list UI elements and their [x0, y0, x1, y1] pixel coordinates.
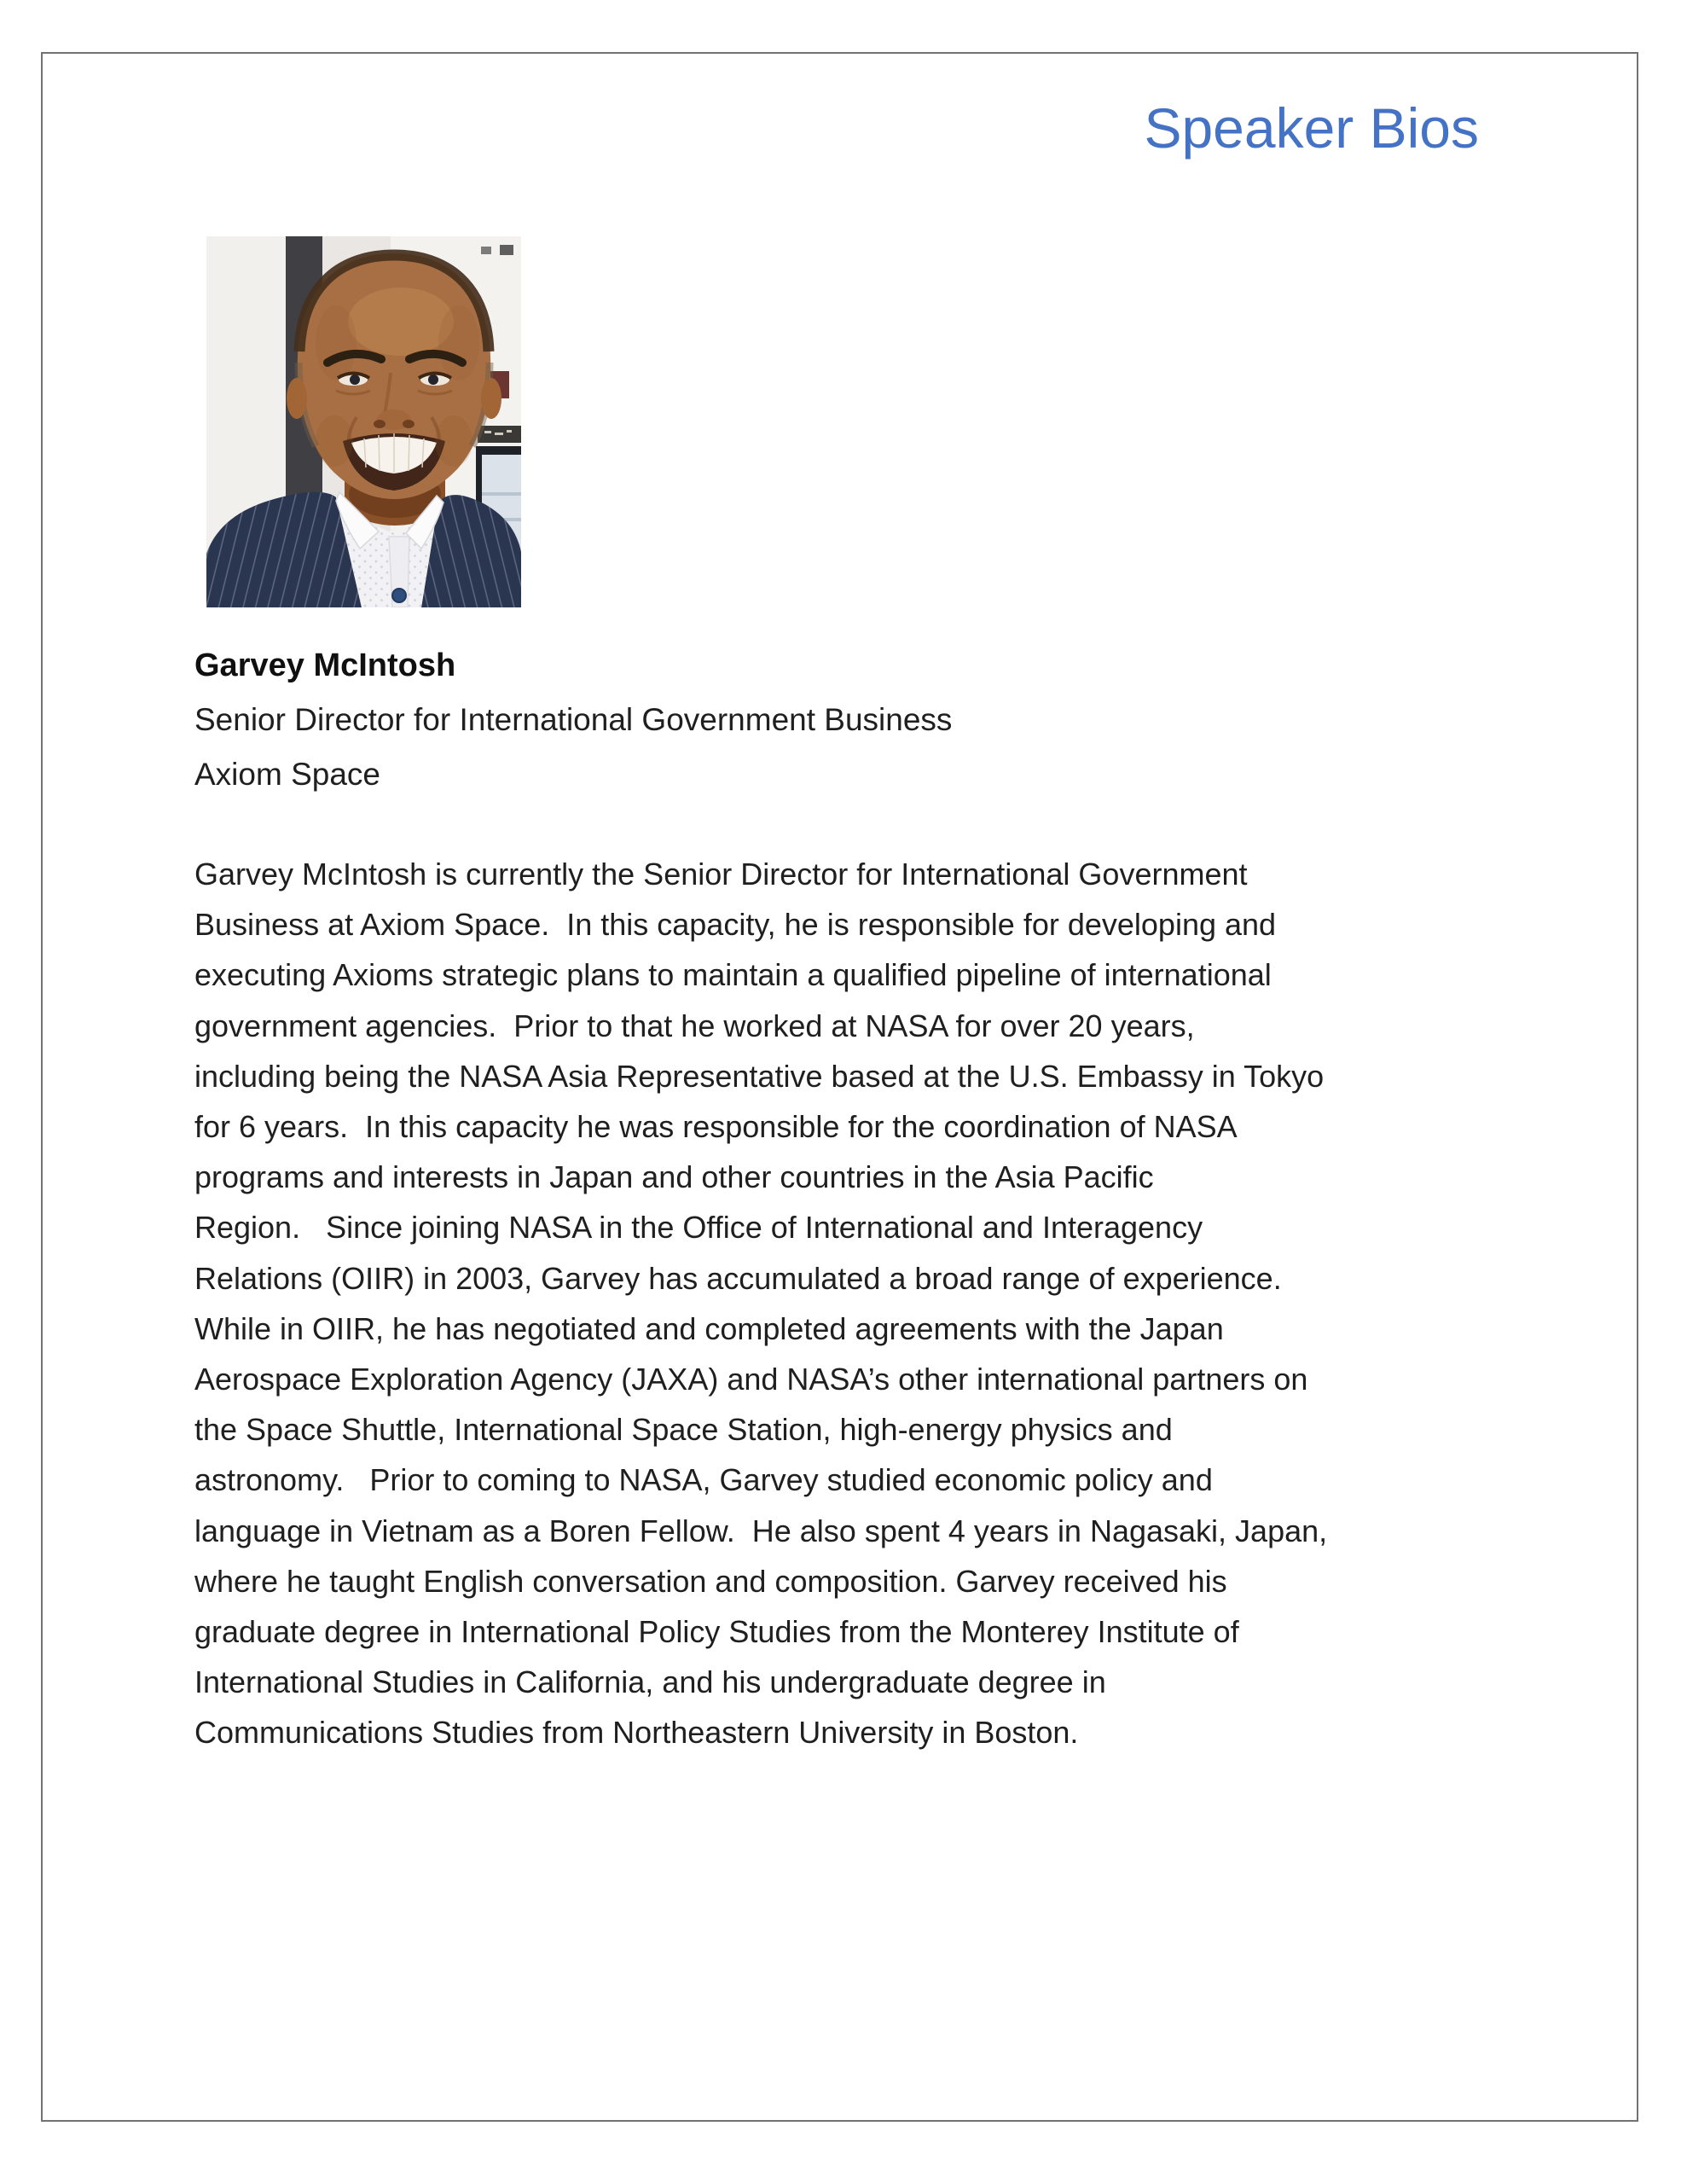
bio-line: including being the NASA Asia Representative based at the U.S. Embassy in Tokyo: [194, 1058, 1325, 1094]
bio-line: the Space Shuttle, International Space Station, high-energy physics and: [194, 1412, 1173, 1448]
bio-line: Communications Studies from Northeastern University in Boston.: [194, 1715, 1079, 1751]
speaker-block: [194, 638, 952, 802]
speaker-photo-illustration: [206, 236, 521, 607]
speaker-name: Garvey McIntosh: [194, 648, 456, 683]
bio-line: International Studies in California, and his undergraduate degree in: [194, 1664, 1106, 1700]
bio-line: for 6 years. In this capacity he was responsible for the coordination of NASA: [194, 1109, 1238, 1145]
bio-line: executing Axioms strategic plans to maintain a qualified pipeline of international: [194, 957, 1272, 993]
bio-line: programs and interests in Japan and other countries in the Asia Pacific: [194, 1159, 1154, 1195]
bio-line: While in OIIR, he has negotiated and completed agreements with the Japan: [194, 1310, 1224, 1346]
speaker-bio: [194, 849, 1327, 1758]
bio-line: graduate degree in International Policy Studies from the Monterey Institute of: [194, 1614, 1239, 1650]
speaker-organization: Axiom Space: [194, 757, 380, 792]
bio-line: Relations (OIIR) in 2003, Garvey has accumulated a broad range of experience.: [194, 1260, 1282, 1296]
speaker-title: Senior Director for International Government Business: [194, 702, 953, 737]
bio-line: Region. Since joining NASA in the Office of International and Interagency: [194, 1210, 1203, 1246]
bio-line: Business at Axiom Space. In this capacity, he is responsible for developing and: [194, 907, 1277, 943]
bio-line: Aerospace Exploration Agency (JAXA) and NASA’s other international partners on: [194, 1362, 1308, 1397]
bio-line: where he taught English conversation and composition. Garvey received his: [194, 1563, 1227, 1599]
bio-line: government agencies. Prior to that he worked at NASA for over 20 years,: [194, 1008, 1195, 1043]
speaker-photo: [206, 236, 521, 607]
bio-line: astronomy. Prior to coming to NASA, Garvey studied economic policy and: [194, 1462, 1213, 1498]
page-title: Speaker Bios: [1144, 96, 1479, 160]
bio-line: Garvey McIntosh is currently the Senior Director for International Government: [194, 857, 1248, 892]
bio-line: language in Vietnam as a Boren Fellow. He also spent 4 years in Nagasaki, Japan,: [194, 1513, 1328, 1548]
